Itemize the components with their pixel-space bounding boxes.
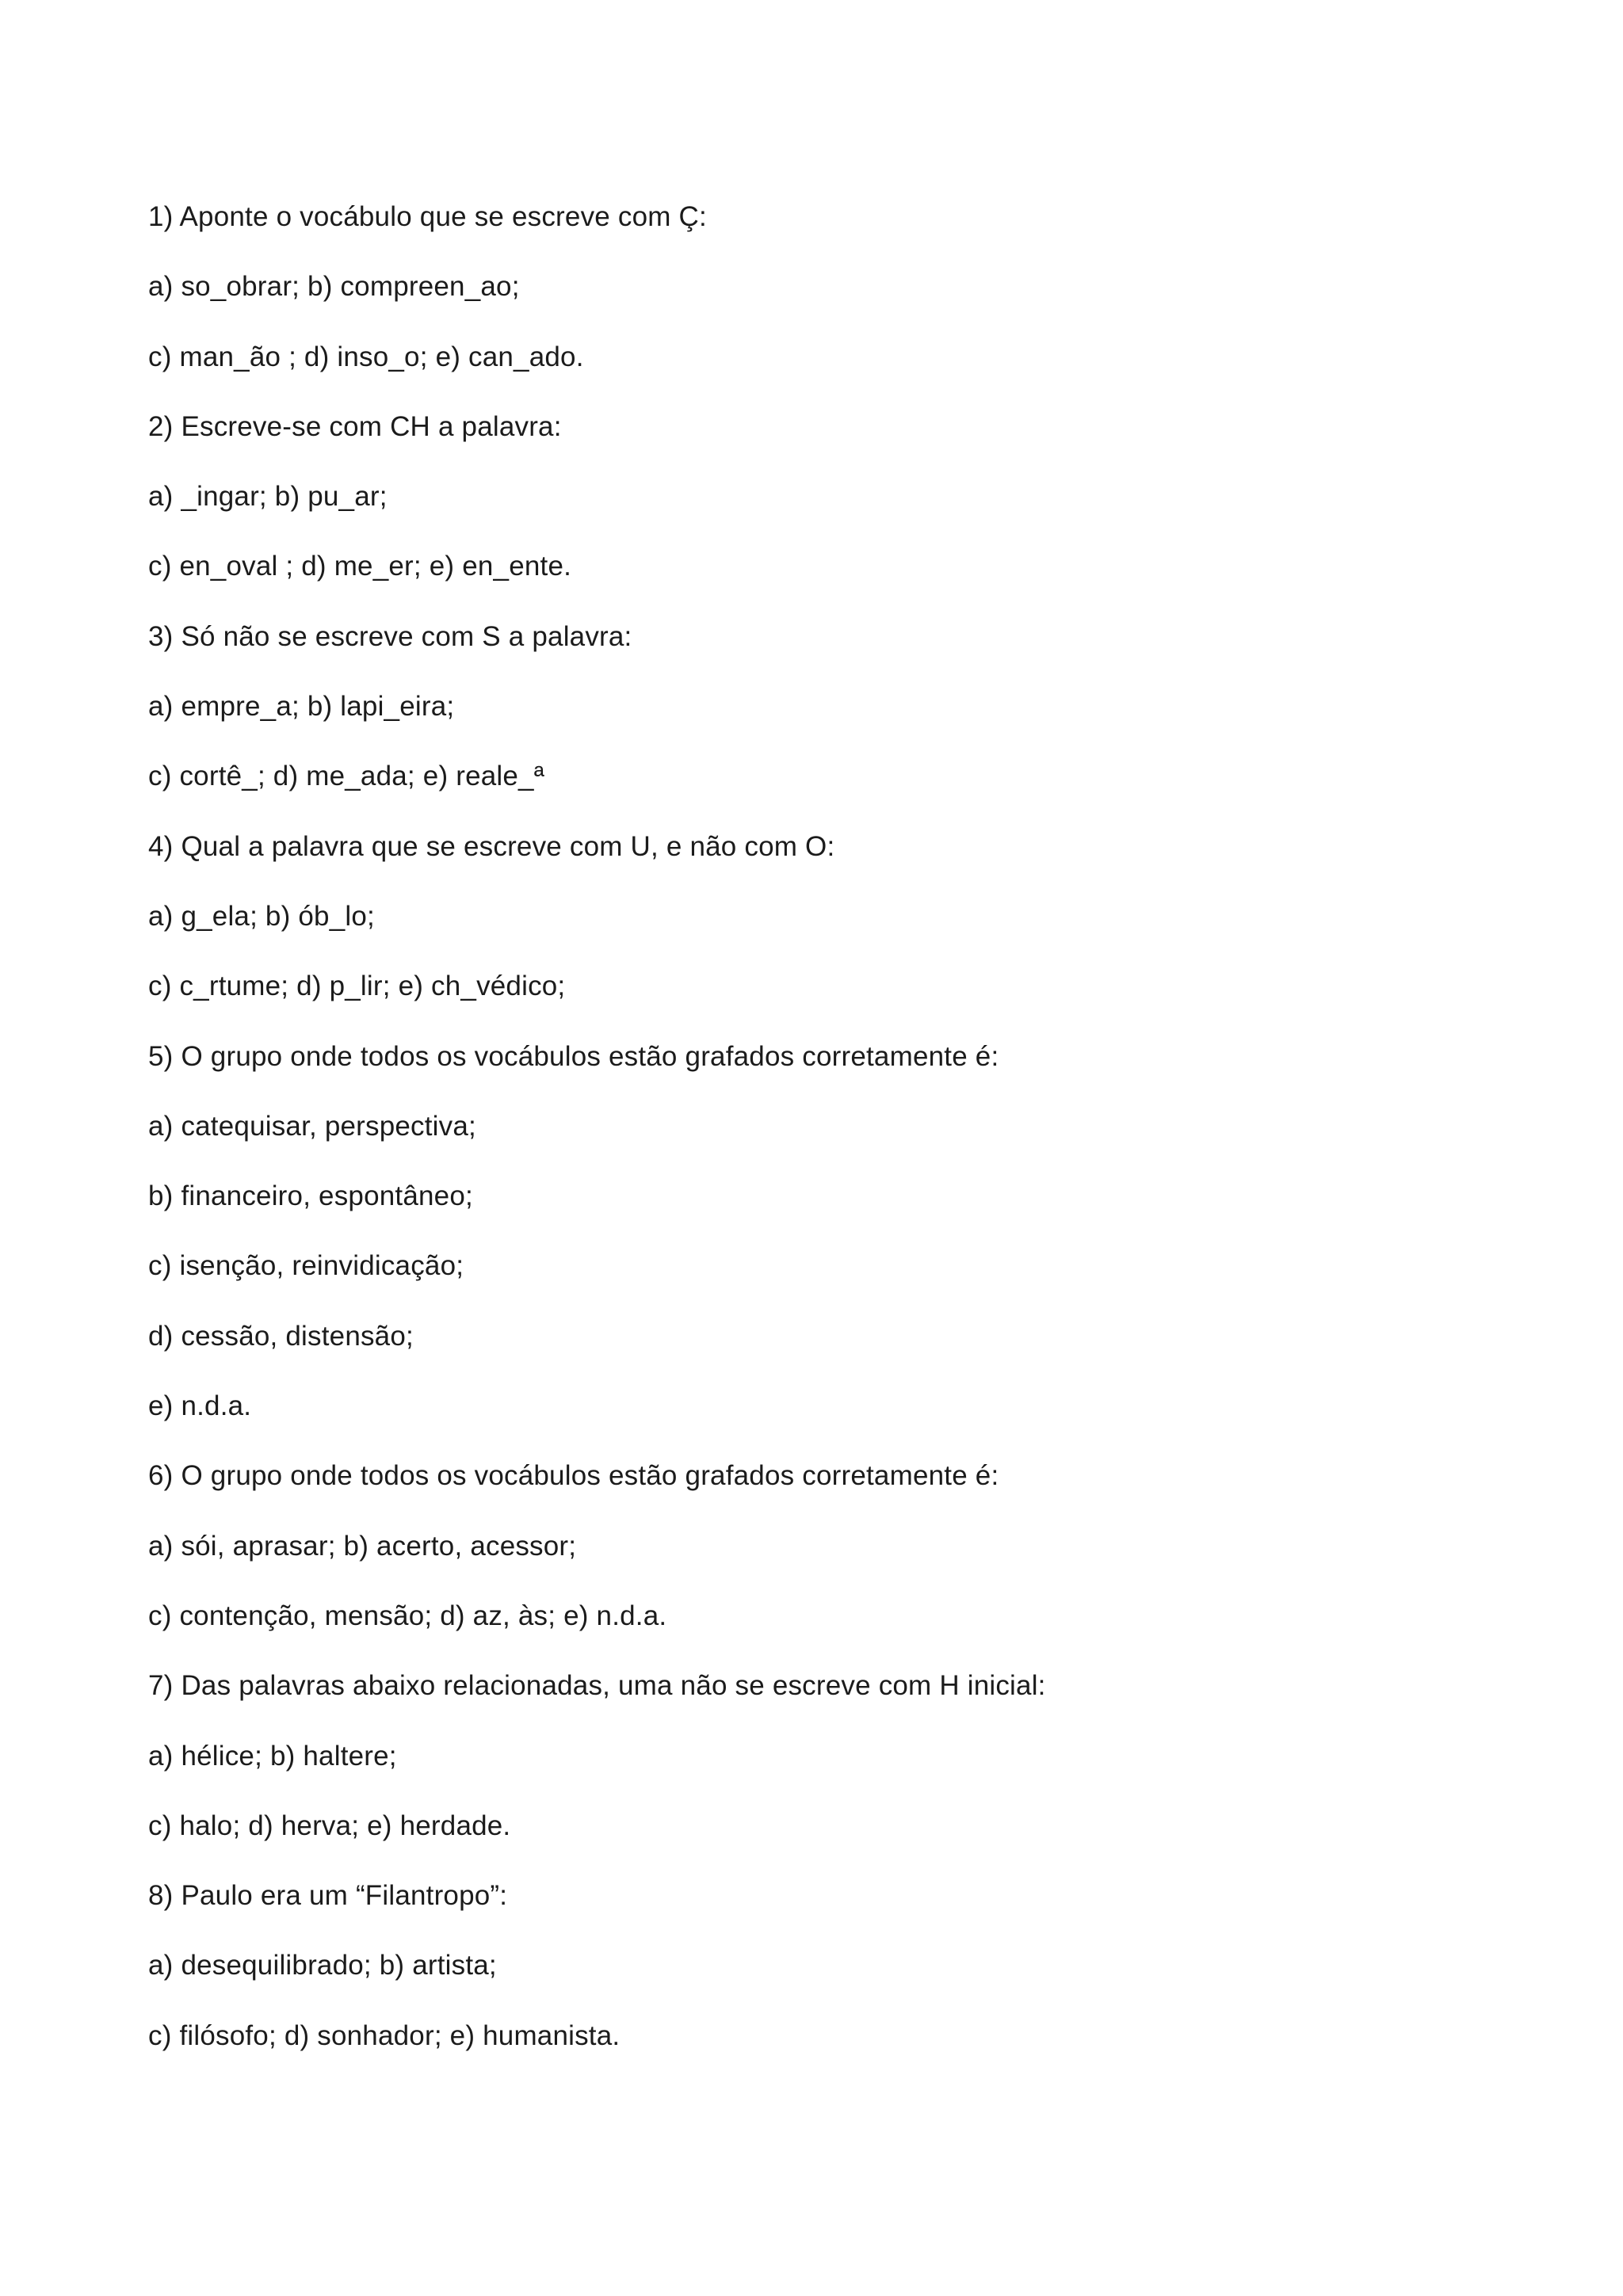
- question-3-prompt: 3) Só não se escreve com S a palavra:: [148, 620, 632, 652]
- question-5-option-b: b) financeiro, espontâneo;: [148, 1180, 473, 1212]
- question-6-options-line-2: c) contenção, mensão; d) az, às; e) n.d.a.: [148, 1600, 667, 1631]
- question-4-prompt: 4) Qual a palavra que se escreve com U, e não com O:: [148, 830, 835, 862]
- exercise-list: [148, 196, 1495, 2085]
- question-4-options-line-1: a) g_ela; b) ób_lo;: [148, 900, 375, 932]
- question-5-option-c: c) isenção, reinvidicação;: [148, 1250, 464, 1282]
- question-8-prompt: 8) Paulo era um “Filantropo”:: [148, 1880, 508, 1912]
- question-2-options-line-1: a) _ingar; b) pu_ar;: [148, 481, 388, 513]
- question-6-prompt: 6) O grupo onde todos os vocábulos estão grafados corretamente é:: [148, 1460, 999, 1492]
- question-7-options-line-1: a) hélice; b) haltere;: [148, 1740, 397, 1772]
- question-1-prompt: 1) Aponte o vocábulo que se escreve com Ç:: [148, 201, 707, 232]
- question-3-options-line-1: a) empre_a; b) lapi_eira;: [148, 691, 455, 723]
- question-8-options-line-1: a) desequilibrado; b) artista;: [148, 1950, 497, 1981]
- question-7-prompt: 7) Das palavras abaixo relacionadas, uma não se escreve com H inicial:: [148, 1670, 1046, 1702]
- question-1-options-line-1: a) so_obrar; b) compreen_ao;: [148, 271, 520, 303]
- question-5-option-d: d) cessão, distensão;: [148, 1320, 414, 1352]
- question-2-options-line-2: c) en_oval ; d) me_er; e) en_ente.: [148, 551, 572, 582]
- question-2-prompt: 2) Escreve-se com CH a palavra:: [148, 410, 562, 442]
- question-6-options-line-1: a) sói, aprasar; b) acerto, acessor;: [148, 1530, 577, 1562]
- question-7-options-line-2: c) halo; d) herva; e) herdade.: [148, 1810, 511, 1841]
- question-5-option-a: a) catequisar, perspectiva;: [148, 1110, 476, 1142]
- question-5-option-e: e) n.d.a.: [148, 1390, 252, 1422]
- question-1-options-line-2: c) man_ão ; d) inso_o; e) can_ado.: [148, 341, 584, 372]
- question-8-options-line-2: c) filósofo; d) sonhador; e) humanista.: [148, 2019, 621, 2051]
- question-3-options-line-2: c) cortê_; d) me_ada; e) reale_ª: [148, 761, 544, 792]
- question-4-options-line-2: c) c_rtume; d) p_lir; e) ch_védico;: [148, 971, 566, 1002]
- question-5-prompt: 5) O grupo onde todos os vocábulos estão grafados corretamente é:: [148, 1040, 999, 1072]
